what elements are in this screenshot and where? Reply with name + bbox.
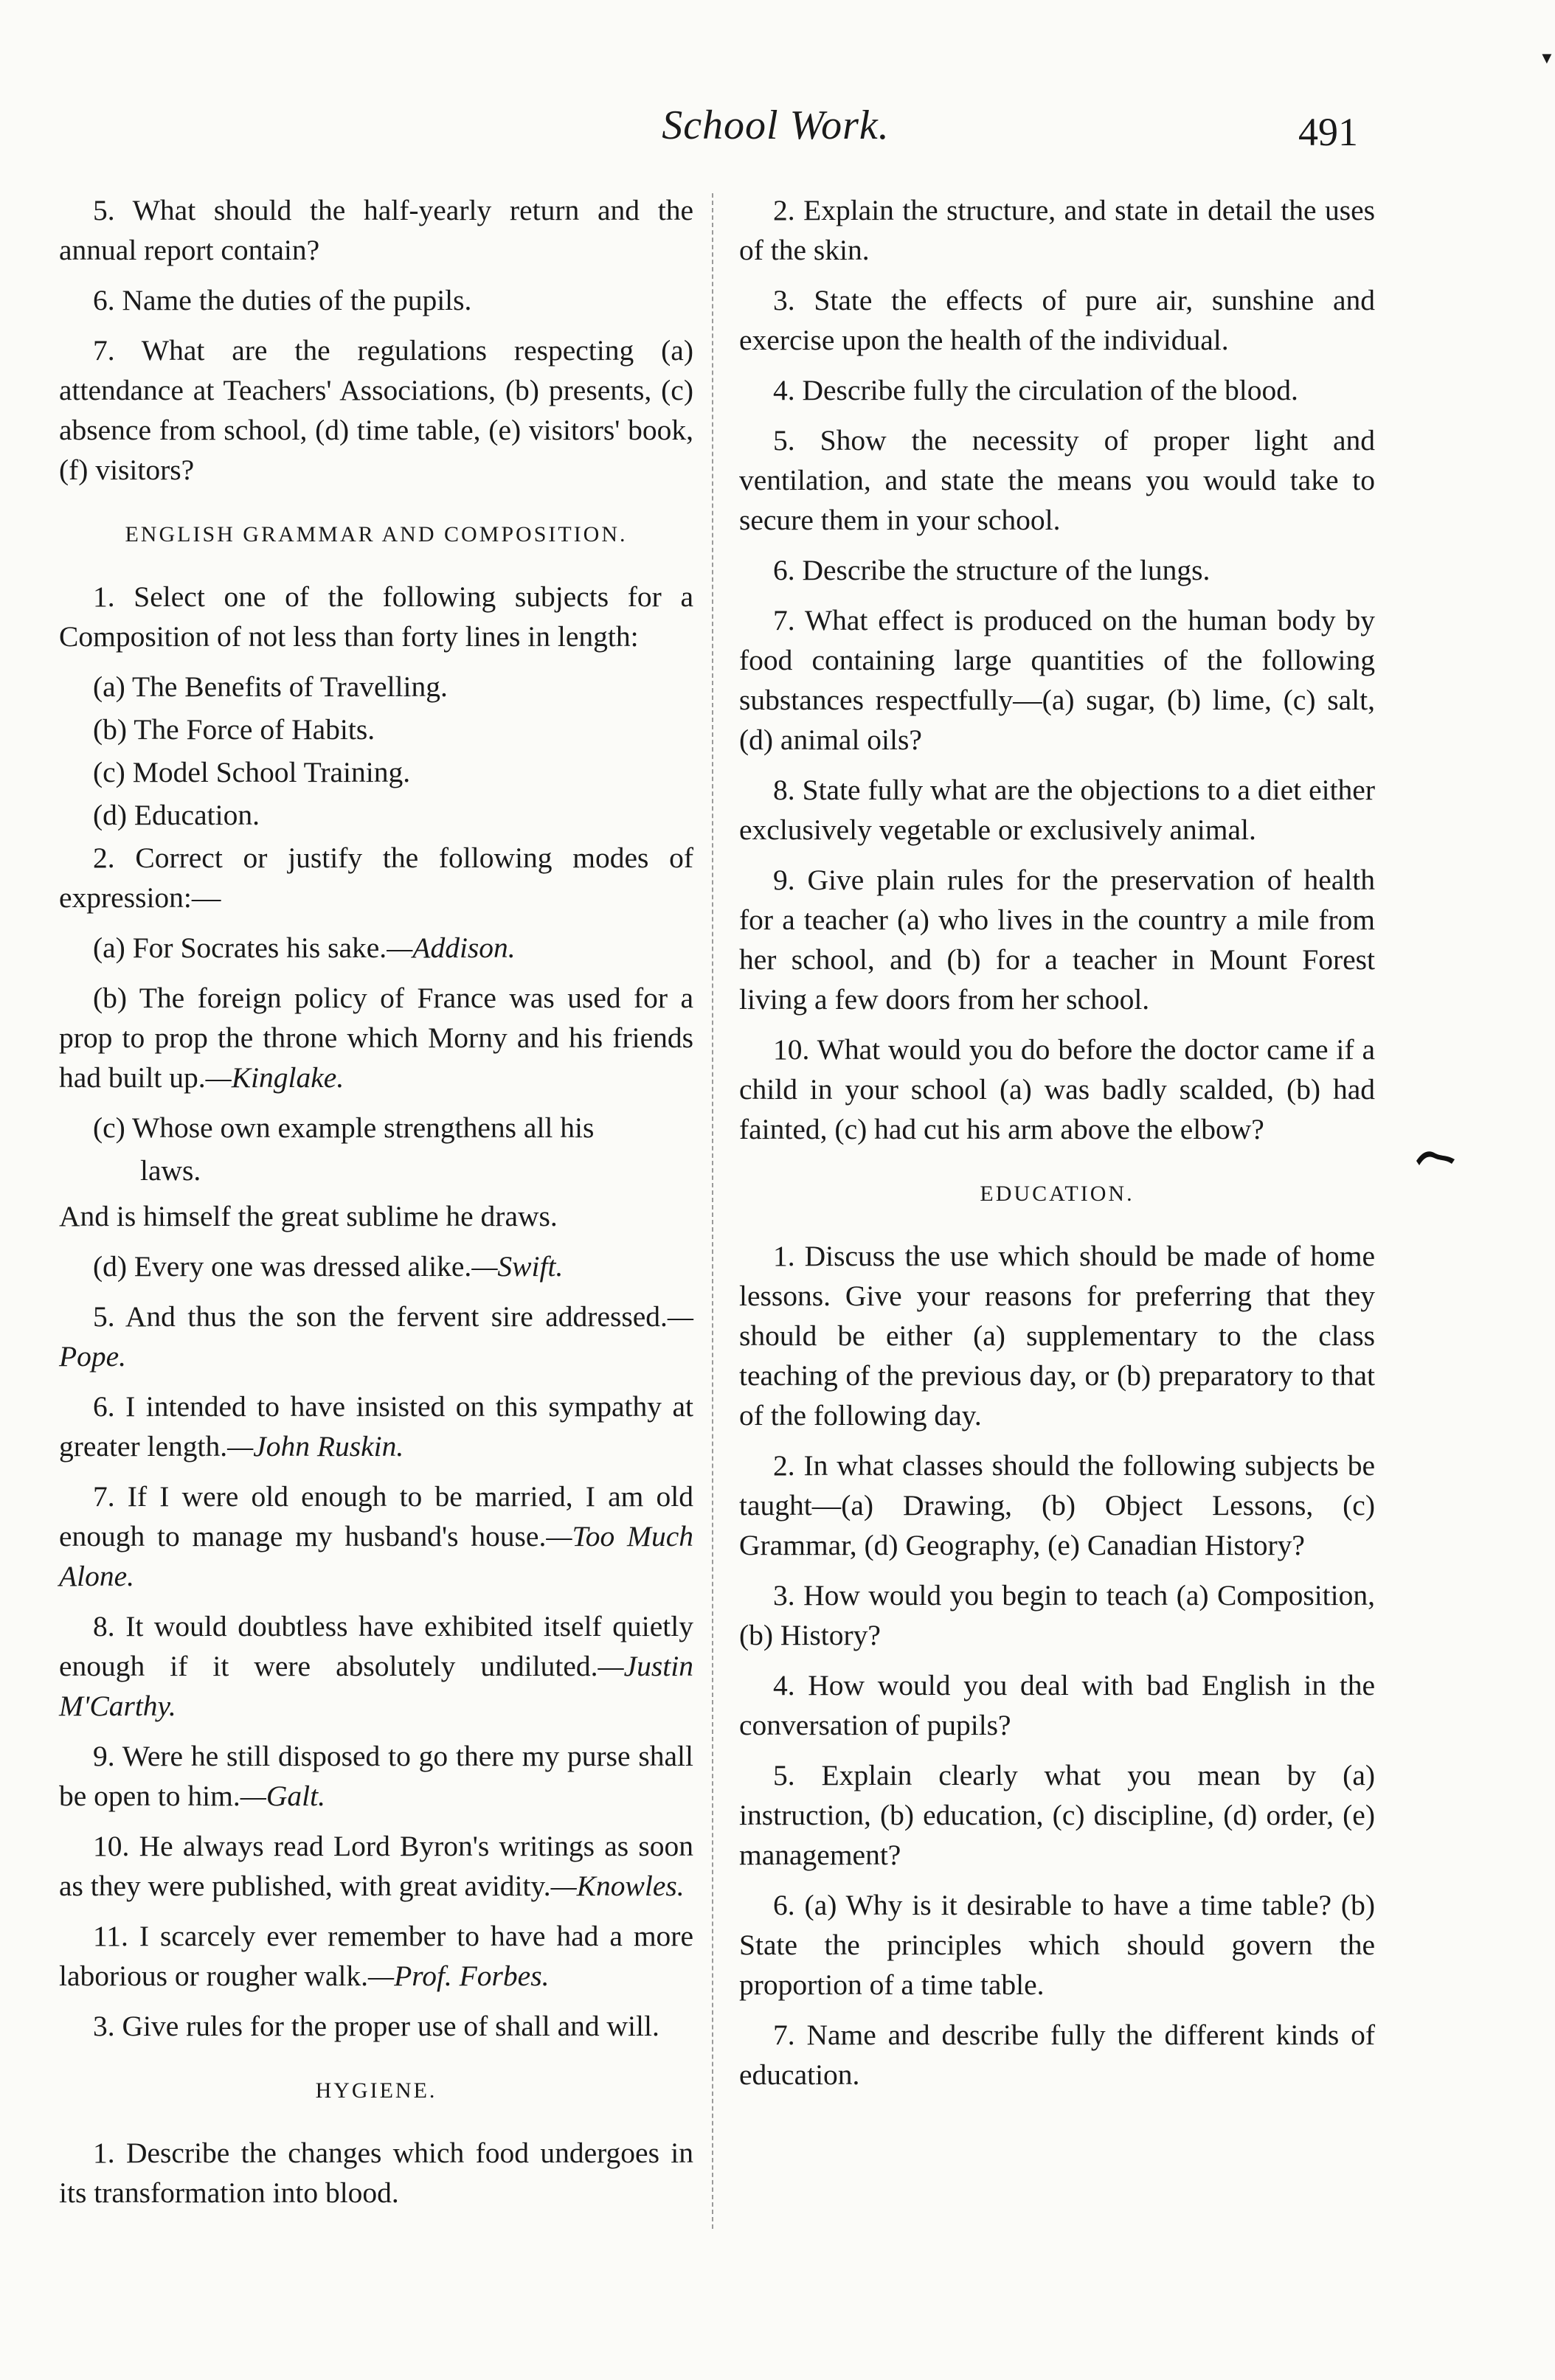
- quoted-expression: [59, 978, 693, 1097]
- question-item: 5. What should the half-yearly return and the annual report contain?: [59, 194, 693, 266]
- quoted-expression: [59, 1606, 693, 1726]
- subject-option: (b) The Force of Habits.: [93, 713, 375, 746]
- section-heading: HYGIENE.: [315, 2078, 437, 2103]
- quoted-expression: [59, 1916, 693, 1996]
- verse-line: (c) Whose own example strengthens all his: [93, 1111, 595, 1144]
- quoted-expression: [59, 1477, 693, 1596]
- quoted-expression: [59, 1297, 693, 1376]
- quoted-expression: [59, 928, 693, 968]
- question-item: 9. Give plain rules for the preservation of health for a teacher (a) who lives in the country a mile from her school, and (b) for a teacher in Mount Forest living a few doors from her school.: [739, 864, 1375, 1016]
- expression-text: 7. If I were old enough to be married, I am old enough to manage my husband's house.: [59, 1480, 693, 1552]
- question-item: 6. (a) Why is it desirable to have a time table? (b) State the principles which should govern the proportion of a time table.: [739, 1889, 1375, 2001]
- question-item: 3. Give rules for the proper use of shall and will.: [93, 2010, 659, 2042]
- subject-option: (a) The Benefits of Travelling.: [93, 670, 448, 703]
- question-item: 3. How would you begin to teach (a) Composition, (b) History?: [739, 1579, 1375, 1651]
- quote-source: —Knowles.: [550, 1870, 685, 1902]
- expression-text: (d) Every one was dressed alike.: [93, 1250, 472, 1283]
- edge-mark: ▼: [1539, 49, 1555, 67]
- expression-text: (a) For Socrates his sake.: [93, 931, 387, 964]
- subject-option: (d) Education.: [93, 799, 260, 831]
- question-item: 5. Explain clearly what you mean by (a) instruction, (b) education, (c) discipline, (d) order, (e) management?: [739, 1759, 1375, 1871]
- question-item: 1. Discuss the use which should be made of home lessons. Give your reasons for preferring that they should be either (a) supplementary to the class teaching of the previous day, or (b) preparatory to that of the following day.: [739, 1240, 1375, 1432]
- quote-source: —Swift.: [471, 1250, 564, 1283]
- question-item: 3. State the effects of pure air, sunshine and exercise upon the health of the individual.: [739, 284, 1375, 356]
- question-item: 1. Select one of the following subjects for a Composition of not less than forty lines in length:: [59, 580, 693, 653]
- expression-text: 11. I scarcely ever remember to have had a more laborious or rougher walk.: [59, 1920, 693, 1992]
- question-item: 1. Describe the changes which food undergoes in its transformation into blood.: [59, 2137, 693, 2209]
- question-item: 7. What effect is produced on the human body by food containing large quantities of the following substances respectfully—(a) sugar, (b) lime, (c) salt, (d) animal oils?: [739, 604, 1375, 756]
- expression-text: 6. I intended to have insisted on this sympathy at greater length.: [59, 1390, 693, 1463]
- question-item: 4. How would you deal with bad English in the conversation of pupils?: [739, 1669, 1375, 1741]
- question-item: 7. Name and describe fully the different kinds of education.: [739, 2019, 1375, 2091]
- quote-source: —Prof. Forbes.: [368, 1960, 550, 1992]
- verse-line: And is himself the great sublime he draws.: [59, 1200, 558, 1232]
- expression-text: (b) The foreign policy of France was used for a prop to prop the throne which Morny and his friends had built up.: [59, 982, 693, 1094]
- question-item: 6. Describe the structure of the lungs.: [773, 554, 1211, 586]
- left-column: [59, 190, 693, 2223]
- question-item: 8. State fully what are the objections to a diet either exclusively vegetable or exclusively animal.: [739, 774, 1375, 846]
- right-column: [739, 190, 1375, 2105]
- question-item: 10. What would you do before the doctor came if a child in your school (a) was badly scalded, (b) had fainted, (c) had cut his arm above the elbow?: [739, 1033, 1375, 1145]
- quote-source: —Kinglake.: [205, 1061, 344, 1094]
- quote-source: —John Ruskin.: [227, 1430, 404, 1463]
- question-item: 5. Show the necessity of proper light and ventilation, and state the means you would take to secure them in your school.: [739, 424, 1375, 536]
- question-item: 7. What are the regulations respecting (a) attendance at Teachers' Associations, (b) presents, (c) absence from school, (d) time table, (e) visitors' book, (f) visitors?: [59, 334, 693, 486]
- quoted-expression: [59, 1246, 693, 1286]
- quote-source: —Addison.: [387, 931, 516, 964]
- section-heading: ENGLISH GRAMMAR AND COMPOSITION.: [125, 522, 628, 547]
- pencil-check-mark-icon: [1413, 1145, 1458, 1167]
- section-heading: EDUCATION.: [980, 1182, 1135, 1206]
- quote-source: —Justin M'Carthy.: [59, 1650, 693, 1722]
- question-item: 2. Correct or justify the following modes of expression:—: [59, 842, 693, 914]
- quote-source: —Galt.: [240, 1780, 325, 1812]
- expression-text: 8. It would doubtless have exhibited itself quietly enough if it were absolutely undiluted.: [59, 1610, 693, 1682]
- question-item: 2. In what classes should the following subjects be taught—(a) Drawing, (b) Object Lessons, (c) Grammar, (d) Geography, (e) Canadian History?: [739, 1449, 1375, 1561]
- expression-text: 10. He always read Lord Byron's writings as soon as they were published, with great avidity.: [59, 1830, 693, 1902]
- running-title: School Work.: [662, 103, 890, 148]
- question-item: 6. Name the duties of the pupils.: [93, 284, 472, 316]
- quoted-expression: [59, 1736, 693, 1816]
- quote-source: —Pope.: [59, 1300, 693, 1373]
- quote-source: —Too Much Alone.: [59, 1520, 693, 1592]
- verse-line: laws.: [140, 1154, 201, 1187]
- question-item: 2. Explain the structure, and state in detail the uses of the skin.: [739, 194, 1375, 266]
- subject-option: (c) Model School Training.: [93, 756, 411, 788]
- page-number: 491: [1298, 110, 1358, 154]
- question-item: 4. Describe fully the circulation of the blood.: [773, 374, 1298, 406]
- quoted-expression: [59, 1387, 693, 1466]
- expression-text: 9. Were he still disposed to go there my purse shall be open to him.: [59, 1740, 693, 1812]
- expression-text: 5. And thus the son the fervent sire addressed.: [93, 1300, 668, 1333]
- column-divider: [712, 193, 713, 2229]
- quoted-expression: [59, 1826, 693, 1906]
